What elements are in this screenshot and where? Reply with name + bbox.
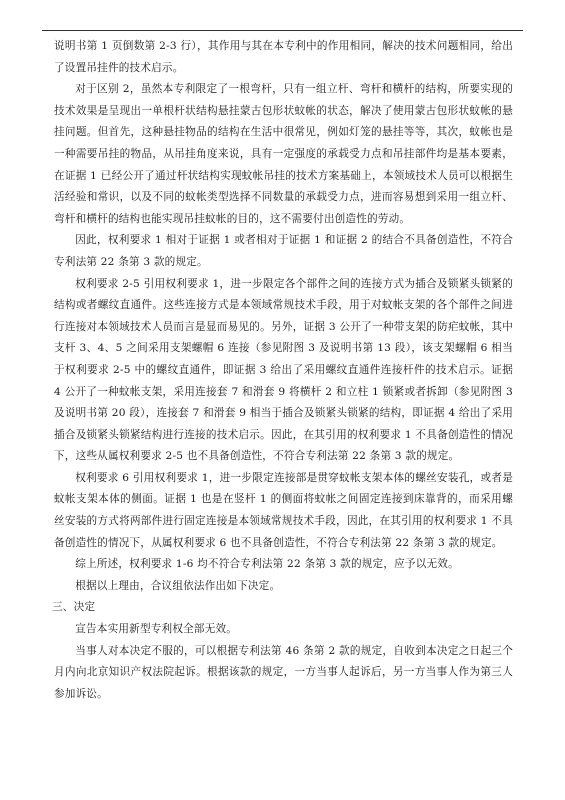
- header-rule: [42, 30, 523, 31]
- document-body: [54, 36, 513, 705]
- section-heading-decision: 三、决定: [52, 601, 96, 614]
- paragraph-difference-2: 对于区别 2，虽然本专利限定了一根弯杆，只有一组立杆、弯杆和横杆的结构，所要实现的技术效果是呈现出一单根杆状结构悬挂蒙古包形状蚊帐的状态，解决了使用蒙古包形状蚊帐的悬挂问题。但首先，这种悬挂物品的结构在生活中很常见，例如灯笼的悬挂等等，其次，蚊帐也是一种需要吊挂的物品，从吊挂角度来说，具有一定强度的承载受力点和吊挂部件均是基本要素，在证据 1 已经公开了通过杆状结构实现蚊帐吊挂的技术方案基础上，本领域技术人员可以根据生活经验和常识，以及不同的蚊帐类型选择不同数量的承载受力点，进而容易想到采用一组立杆、弯杆和横杆的结构也能实现吊挂蚊帐的目的，这不需要付出创造性的劳动。: [54, 83, 513, 225]
- paragraph-continuation: 说明书第 1 页倒数第 2-3 行），其作用与其在本专利中的作用相同，解决的技术问题相同，给出了设置吊挂件的技术启示。: [54, 40, 513, 74]
- paragraph-claims-2-5: 权利要求 2-5 引用权利要求 1，进一步限定各个部件之间的连接方式为插合及锁紧头锁紧的结构或者螺纹直通件。这些连接方式是本领域常规技术手段，用于对蚊帐支架的各个部件之间进行连接对本领域技术人员而言是显而易见的。另外，证据 3 公开了一种带支架的防疟蚊帐，其中支杆 3、4、5 之间采用支架螺帽 6 连接（参见附图 3 及说明书第 13 段），该支架螺帽 6 相当于权利要求 2-5 中的螺纹直通件，即证据 3 给出了采用螺纹直通件连接杆件的技术启示。证据 4 公开了一种蚊帐支架，采用连接套 7 和滑套 9 将横杆 2 和立柱 1 锁紧或者拆卸（参见附图 3 及说明书第 20 段），连接套 7 和滑套 9 相当于插合及锁紧头锁紧的结构，即证据 4 给出了采用插合及锁紧头锁紧结构进行连接的技术启示。因此，在其引用的权利要求 1 不具备创造性的情况下，这些从属权利要求 2-5 也不具备创造性，不符合专利法第 22 条第 3 款的规定。: [54, 277, 513, 463]
- paragraph-claim-1-conclusion: 因此，权利要求 1 相对于证据 1 或者相对于证据 1 和证据 2 的结合不具备创造性，不符合专利法第 22 条第 3 款的规定。: [54, 234, 513, 268]
- paragraph-summary: 综上所述，权利要求 1-6 均不符合专利法第 22 条第 3 款的规定，应予以无效。: [75, 558, 459, 571]
- paragraph-appeal-notice: 当事人对本决定不服的，可以根据专利法第 46 条第 2 款的规定，自收到本决定之日起三个月内向北京知识产权法院起诉。根据该款的规定，一方当事人起诉后，另一方当事人作为第三人参加诉讼。: [54, 644, 513, 700]
- paragraph-decision: 宣告本实用新型专利权全部无效。: [75, 623, 238, 636]
- paragraph-decision-intro: 根据以上理由，合议组依法作出如下决定。: [75, 579, 281, 592]
- paragraph-claim-6: 权利要求 6 引用权利要求 1，进一步限定连接部是贯穿蚊帐支架本体的螺丝安装孔，或者是蚊帐支架本体的侧面。证据 1 也是在竖杆 1 的侧面将蚊帐之间固定连接到床靠背的，而采用螺丝安装的方式将两部件进行固定连接是本领域常规技术手段，因此，在其引用的权利要求 1 不具备创造性的情况下，从属权利要求 6 也不具备创造性，不符合专利法第 22 条第 3 款的规定。: [54, 471, 513, 549]
